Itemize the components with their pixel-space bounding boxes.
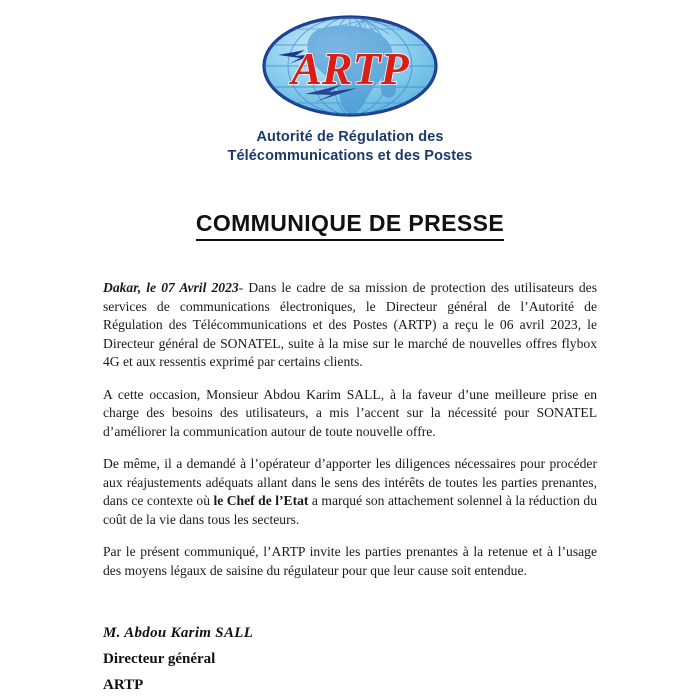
signatory-organisation: ARTP <box>103 677 144 693</box>
letterhead <box>0 0 700 166</box>
organisation-name-line-2: Télécommunications et des Postes <box>227 148 473 164</box>
paragraph-3 <box>103 455 597 529</box>
artp-wordmark: ARTP <box>291 43 409 94</box>
paragraph-3-part-2: a marqué son attachement solennel à la réduction du coût de la vie dans tous les secteurs. <box>103 493 597 527</box>
page-title-text: COMMUNIQUE DE PRESSE <box>196 210 504 241</box>
page-title <box>0 210 700 241</box>
paragraph-3-part-1: De même, il a demandé à l’opérateur d’apporter les diligences nécessaires pour procéder aux réajustements adéquats allant dans le sens des intérêts de toutes les parties prenantes, dans ce contexte où <box>103 456 597 508</box>
signatory-role: Directeur général <box>103 651 216 667</box>
artp-globe-logo <box>245 14 455 122</box>
dateline: Dakar, le 07 Avril 2023 <box>103 280 239 295</box>
organisation-name-line-1: Autorité de Régulation des <box>256 129 444 145</box>
paragraph-4: Par le présent communiqué, l’ARTP invite les parties prenantes à la retenue et à l’usage des moyens légaux de saisine du régulateur pour que leur cause soit entendue. <box>103 544 597 578</box>
paragraph-2: A cette occasion, Monsieur Abdou Karim SALL, à la faveur d’une meilleure prise en charge des besoins des utilisateurs, a mis l’accent sur la nécessité pour SONATEL d’améliorer la communication autour de toute nouvelle offre. <box>103 386 597 439</box>
paragraph-3-emphasis: le Chef de l’Etat <box>213 493 309 508</box>
paragraph-1 <box>103 279 597 372</box>
body-copy <box>103 241 597 580</box>
signatory-name: M. Abdou Karim SALL <box>103 625 254 641</box>
organisation-name <box>0 128 700 166</box>
paragraph-1-text: - Dans le cadre de sa mission de protection des utilisateurs des services de communications électroniques, le Directeur général de l’Autorité de Régulation des Télécommunications et des Postes (ARTP) a reçu le 06 avril 2023, le Directeur général de SONATEL, suite à la mise sur le marché de nouvelles offres flybox 4G et aux ressentis exprimé par certains clients. <box>103 280 598 369</box>
signature-block <box>103 620 597 698</box>
artp-globe-logo-graphic <box>245 14 455 122</box>
